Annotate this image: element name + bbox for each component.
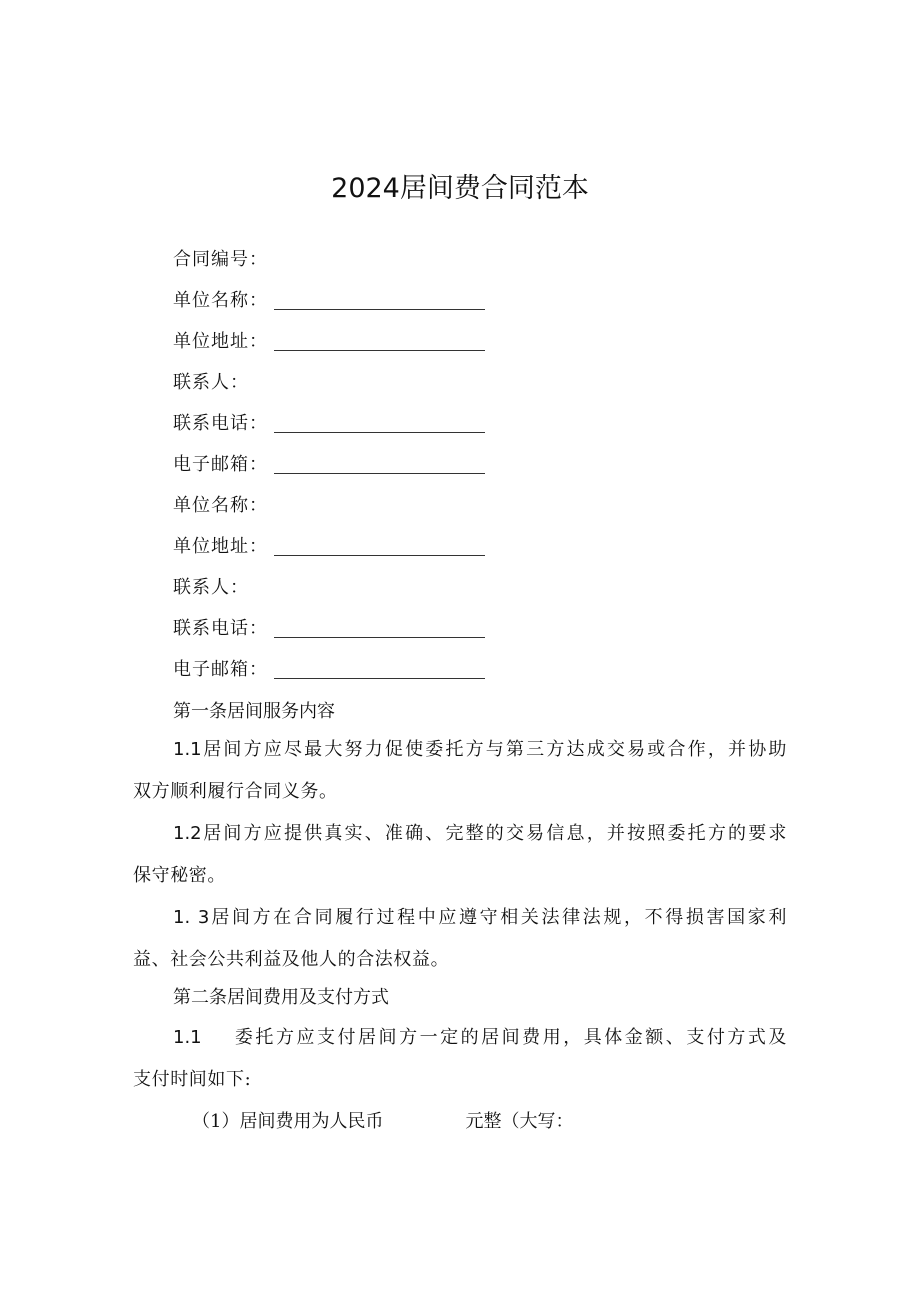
field-label: 单位名称：	[173, 290, 268, 311]
field-label: 电子邮箱：	[173, 659, 268, 680]
fill-in-underline	[274, 432, 485, 433]
field-label: 电子邮箱：	[173, 454, 268, 475]
clause-text: 益、社会公共利益及他人的合法权益。	[133, 949, 450, 970]
field-party-a-phone	[173, 411, 268, 437]
fee-item-suffix: 元整（大写：	[465, 1111, 574, 1132]
field-party-a-address	[173, 329, 268, 355]
fee-item	[192, 1109, 573, 1135]
field-label: 单位地址：	[173, 536, 268, 557]
clause-number: 1.1	[173, 739, 202, 760]
document-title: 2024居间费合同范本	[331, 173, 589, 204]
clause-number: 1.2	[173, 823, 202, 844]
clause-text: 居间方在合同履行过程中应遵守相关法律法规，不得损害国家利	[209, 907, 788, 928]
field-label: 单位地址：	[173, 331, 268, 352]
field-party-b-contact	[173, 575, 249, 601]
fill-in-underline	[274, 473, 485, 474]
field-party-b-email	[173, 657, 268, 683]
field-party-a-email	[173, 452, 268, 478]
fill-in-underline	[274, 678, 485, 679]
clause-text: 居间方应尽最大努力促使委托方与第三方达成交易或合作，并协助	[201, 739, 787, 760]
field-party-b-address	[173, 534, 268, 560]
clause-text: 双方顺利履行合同义务。	[133, 781, 338, 802]
fill-in-underline	[274, 555, 485, 556]
clause-paragraph	[133, 897, 787, 981]
clause-paragraph	[133, 729, 787, 813]
clause-number: 1. 3	[173, 907, 210, 928]
field-party-b-name	[173, 493, 268, 519]
clause-text: 支付时间如下:	[133, 1069, 252, 1090]
field-label: 合同编号：	[173, 249, 268, 270]
section-heading: 第二条居间费用及支付方式	[173, 987, 389, 1008]
field-label: 联系人：	[173, 577, 249, 598]
fill-in-underline	[274, 350, 485, 351]
section-heading: 第一条居间服务内容	[173, 701, 335, 722]
clause-paragraph	[133, 813, 787, 897]
field-party-a-contact	[173, 370, 249, 396]
fill-in-underline	[274, 309, 485, 310]
field-label: 联系电话：	[173, 618, 268, 639]
clause-number: 1.1	[173, 1027, 202, 1048]
field-label: 单位名称：	[173, 495, 268, 516]
fee-item-prefix: （1）居间费用为人民币	[192, 1111, 384, 1132]
clause-text: 保守秘密。	[133, 865, 226, 886]
field-label: 联系人：	[173, 372, 249, 393]
field-label: 联系电话：	[173, 413, 268, 434]
field-party-a-name	[173, 288, 268, 314]
clause-paragraph	[133, 1017, 787, 1101]
clause-text: 委托方应支付居间方一定的居间费用，具体金额、支付方式及	[233, 1027, 787, 1048]
clause-text: 居间方应提供真实、准确、完整的交易信息，并按照委托方的要求	[201, 823, 787, 844]
field-party-b-phone	[173, 616, 268, 642]
fill-in-underline	[274, 637, 485, 638]
field-contract-number	[173, 247, 268, 273]
